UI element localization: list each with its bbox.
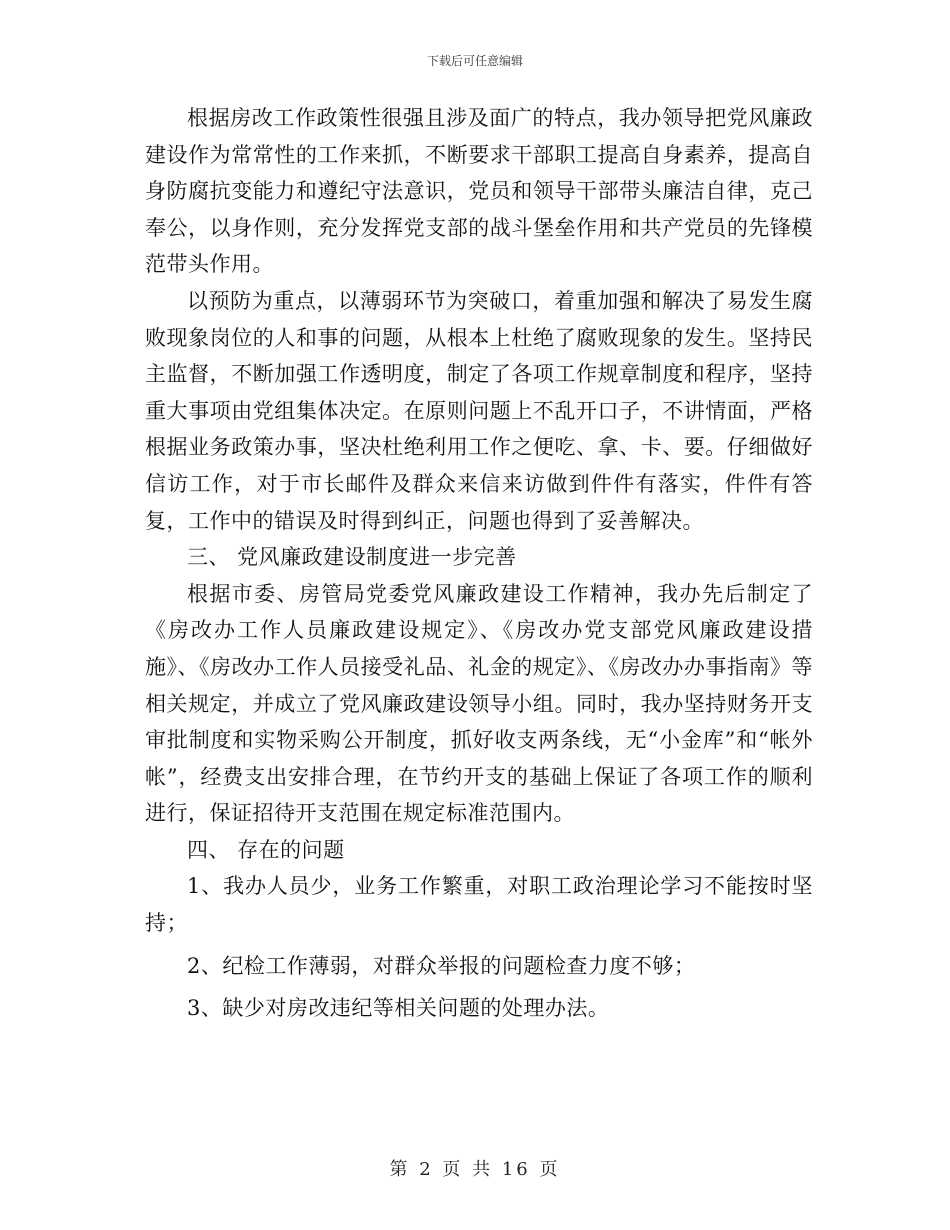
problem-item-1: 1、我办人员少，业务工作繁重，对职工政治理论学习不能按时坚持； — [145, 874, 813, 936]
problem-item-3: 3、缺少对房改违纪等相关问题的处理办法。 — [187, 996, 610, 1021]
page-footer: 第 2 页 共 16 页 — [389, 1159, 561, 1180]
problem-item-2: 2、纪检工作薄弱，对群众举报的问题检查力度不够； — [187, 953, 696, 978]
section-heading-3: 三、 党风廉政建设制度进一步完善 — [187, 545, 517, 570]
paragraph-prevention: 以预防为重点，以薄弱环节为突破口，着重加强和解决了易发生腐败现象岗位的人和事的问题，从根本上杜绝了腐败现象的发生。坚持民主监督，不断加强工作透明度，制定了各项工作规章制度和程序，坚持重大事项由党组集体决定。在原则问题上不乱开口子，不讲情面，严格根据业务政策办事，坚决杜绝利用工作之便吃、拿、卡、要。仔细做好信访工作，对于市长邮件及群众来信来访做到件件有落实，件件有答复，工作中的错误及时得到纠正，问题也得到了妥善解决。 — [145, 288, 813, 533]
page-header: 下载后可任意编辑 — [426, 54, 523, 68]
section-heading-4: 四、 存在的问题 — [187, 837, 345, 862]
paragraph-integrity-work: 根据房改工作政策性很强且涉及面广的特点，我办领导把党风廉政建设作为常常性的工作来抓，不断要求干部职工提高自身素养，提高自身防腐抗变能力和遵纪守法意识，党员和领导干部带头廉洁自律，克己奉公，以身作则，充分发挥党支部的战斗堡垒作用和共产党员的先锋模范带头作用。 — [145, 106, 813, 277]
paragraph-regulations: 根据市委、房管局党委党风廉政建设工作精神，我办先后制定了《房改办工作人员廉政建设规定》、《房改办党支部党风廉政建设措施》、《房改办工作人员接受礼品、礼金的规定》、《房改办办事指南》等相关规定，并成立了党风廉政建设领导小组。同时，我办坚持财务开支审批制度和实物采购公开制度，抓好收支两条线，无“小金库”和“帐外帐”，经费支出安排合理，在节约开支的基础上保证了各项工作的顺利进行，保证招待开支范围在规定标准范围内。 — [145, 581, 813, 826]
document-body — [145, 100, 813, 1027]
